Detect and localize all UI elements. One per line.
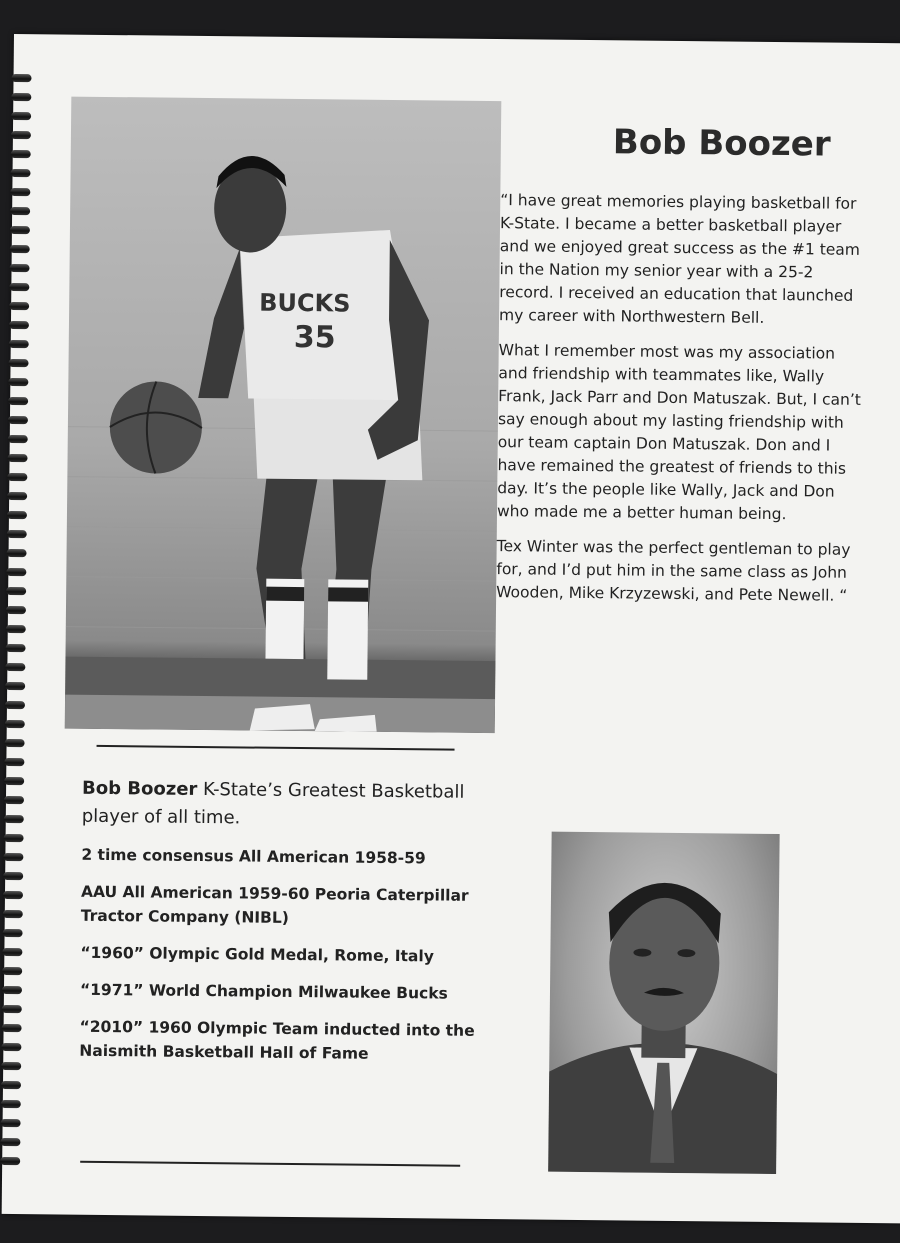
spiral-coil	[3, 910, 23, 918]
bio-item: “1960” Olympic Gold Medal, Rome, Italy	[80, 943, 434, 966]
spiral-coil	[7, 511, 27, 519]
spiral-coil	[3, 853, 23, 861]
divider-top	[97, 745, 455, 751]
spiral-coil	[6, 568, 26, 576]
spiral-coil	[11, 169, 31, 177]
bio-item: “2010” 1960 Olympic Team inducted into the Naismith Basketball Hall of Fame	[79, 1017, 475, 1063]
bio-block	[79, 775, 482, 1080]
spiral-coil	[1, 1119, 21, 1127]
spiral-coil	[7, 473, 27, 481]
spiral-coil	[5, 720, 25, 728]
spiral-coil	[6, 625, 26, 633]
quote-block	[496, 189, 870, 620]
document-page	[2, 34, 900, 1223]
spiral-coil	[5, 682, 25, 690]
player-photo	[65, 97, 502, 733]
spiral-coil	[2, 1005, 22, 1013]
spiral-coil	[2, 948, 22, 956]
spiral-coil	[3, 872, 23, 880]
bio-item: 2 time consensus All American 1958-59	[81, 845, 426, 868]
spiral-coil	[5, 663, 25, 671]
bio-item: AAU All American 1959-60 Peoria Caterpillar Tractor Company (NIBL)	[80, 882, 469, 927]
spiral-coil	[10, 207, 30, 215]
spiral-coil	[0, 1157, 20, 1165]
bio-headline	[82, 775, 483, 835]
spiral-coil	[9, 340, 29, 348]
spiral-coil	[1, 1043, 21, 1051]
player-illustration	[65, 97, 502, 733]
spiral-coil	[7, 549, 27, 557]
spiral-binding	[1, 74, 35, 1234]
quote-paragraph: Tex Winter was the perfect gentleman to play for, and I’d put him in the same class as John Wooden, Mike Krzyzewski, and Pete Newell. “	[496, 537, 851, 605]
bio-item: “1971” World Champion Milwaukee Bucks	[79, 980, 448, 1003]
spiral-coil	[11, 74, 31, 82]
bio-name: Bob Boozer	[81, 777, 198, 800]
spiral-coil	[6, 606, 26, 614]
portrait-illustration	[548, 832, 780, 1174]
spiral-coil	[3, 929, 23, 937]
spiral-coil	[3, 891, 23, 899]
spiral-coil	[11, 150, 31, 158]
spiral-coil	[2, 967, 22, 975]
spiral-coil	[11, 112, 31, 120]
spiral-coil	[6, 587, 26, 595]
jersey-number: 35	[293, 319, 336, 356]
page-title: Bob Boozer	[612, 122, 831, 165]
spiral-coil	[4, 834, 24, 842]
spiral-coil	[11, 131, 31, 139]
spiral-coil	[5, 739, 25, 747]
jersey-text: BUCKS	[259, 288, 351, 318]
spiral-coil	[1, 1100, 21, 1108]
spiral-coil	[8, 397, 28, 405]
spiral-coil	[8, 454, 28, 462]
spiral-coil	[4, 777, 24, 785]
spiral-coil	[10, 245, 30, 253]
spiral-coil	[4, 758, 24, 766]
spiral-coil	[7, 492, 27, 500]
spiral-coil	[8, 378, 28, 386]
spiral-coil	[1, 1062, 21, 1070]
spiral-coil	[7, 530, 27, 538]
spiral-coil	[9, 302, 29, 310]
spiral-coil	[9, 283, 29, 291]
spiral-coil	[10, 264, 30, 272]
spiral-coil	[4, 796, 24, 804]
spiral-coil	[0, 1138, 20, 1146]
quote-paragraph: What I remember most was my association and friendship with teammates like, Wally Frank, Jack Parr and Don Matuszak. But, I can’t say enough about my lasting friendship with our team captain Don Matuszak. Don and I have remained the greatest of friends to this day. It’s the people like Wally, Jack and Don who made me a better human being.	[496, 341, 861, 524]
spiral-coil	[8, 435, 28, 443]
spiral-coil	[10, 188, 30, 196]
divider-bottom	[80, 1161, 460, 1167]
portrait-photo	[548, 832, 780, 1174]
quote-paragraph: “I have great memories playing basketball for K-State. I became a better basketball player and we enjoyed great success as the #1 team in the Nation my senior year with a 25-2 record. I received an education that launched my career with Northwestern Bell.	[498, 191, 861, 327]
spiral-coil	[4, 815, 24, 823]
spiral-coil	[1, 1081, 21, 1089]
spiral-coil	[2, 1024, 22, 1032]
spiral-coil	[9, 321, 29, 329]
bio-headline-text: K-State’s Greatest Basketball player of all time.	[81, 778, 465, 829]
spiral-coil	[5, 701, 25, 709]
spiral-coil	[9, 359, 29, 367]
spiral-coil	[8, 416, 28, 424]
spiral-coil	[2, 986, 22, 994]
spiral-coil	[6, 644, 26, 652]
spiral-coil	[10, 226, 30, 234]
spiral-coil	[11, 93, 31, 101]
